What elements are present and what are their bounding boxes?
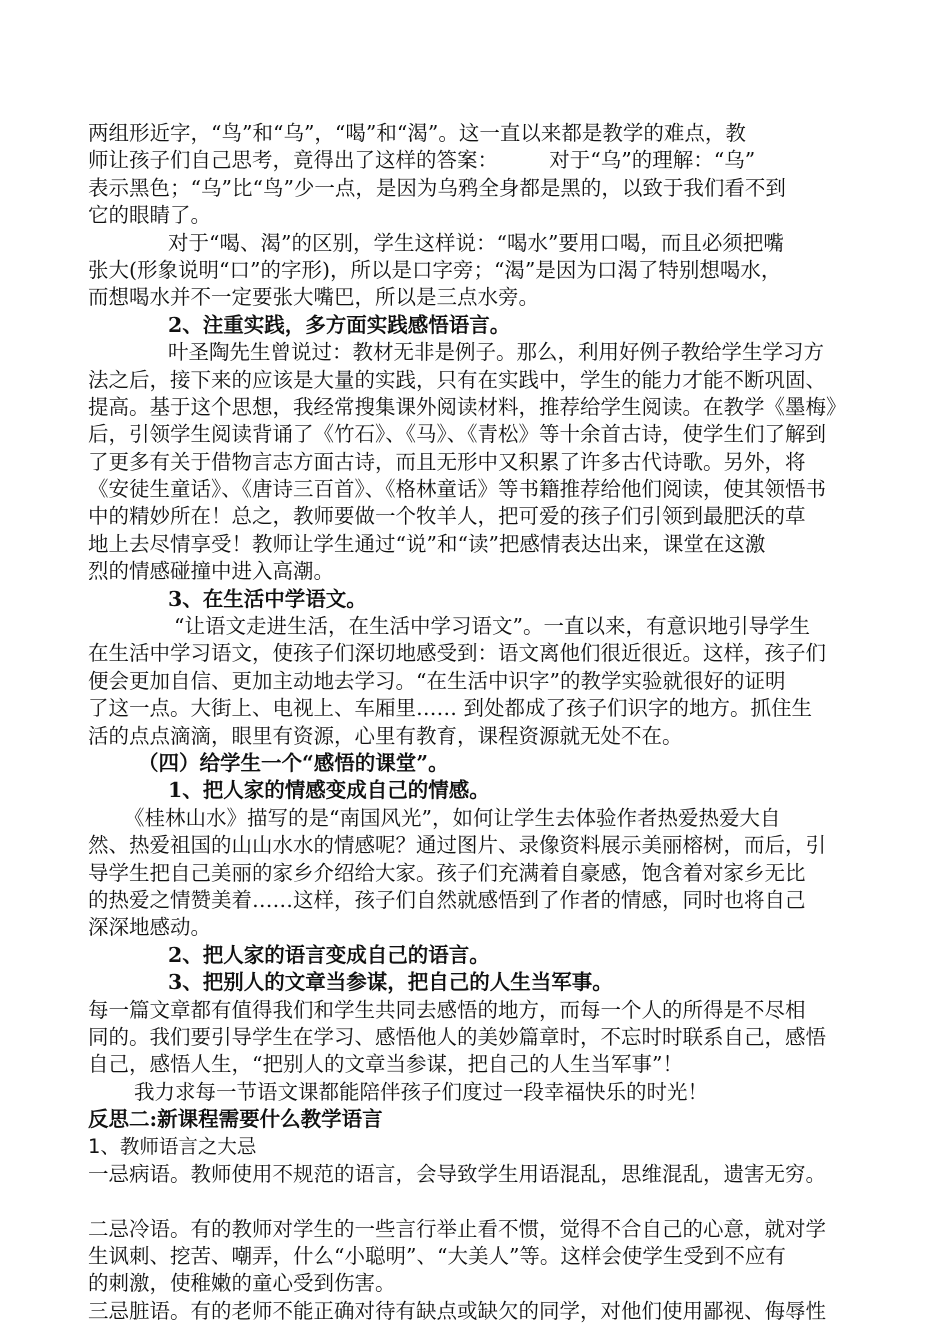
section-heading: 2、注重实践，多方面实践感悟语言。: [168, 312, 511, 337]
paragraph-line: 它的眼睛了。: [88, 203, 211, 228]
paragraph-line: 活的点点滴滴，眼里有资源，心里有教育，课程资源就无处不在。: [88, 723, 683, 748]
section-heading: 3、把别人的文章当参谋，把自己的人生当军事。: [168, 970, 613, 995]
paragraph-line: 一忌病语。教师使用不规范的语言，会导致学生用语混乱，思维混乱，遗害无穷。: [88, 1161, 826, 1186]
paragraph-line: 中的精妙所在！总之，教师要做一个牧羊人，把可爱的孩子们引领到最肥沃的草: [88, 504, 806, 529]
paragraph-line: 在生活中学习语文，使孩子们深切地感受到：语文离他们很近很近。这样，孩子们: [88, 641, 826, 666]
paragraph-line: 而想喝水并不一定要张大嘴巴，所以是三点水旁。: [88, 285, 539, 310]
document-page: [88, 120, 850, 1325]
paragraph-line: 对于“喝、渴”的区别，学生这样说：“喝水”要用口喝，而且必须把嘴: [168, 230, 784, 255]
paragraph-line: 地上去尽情享受！教师让学生通过“说”和“读”把感情表达出来，课堂在这激: [88, 531, 766, 556]
paragraph-line: “让语文走进生活，在生活中学习语文”。一直以来，有意识地引导学生: [174, 614, 810, 639]
paragraph-line: 《桂林山水》描写的是“南国风光”，如何让学生去体验作者热爱热爱大自: [124, 805, 781, 830]
paragraph-line: 提高。基于这个思想，我经常搜集课外阅读材料，推荐给学生阅读。在教学《墨梅》: [88, 394, 847, 419]
section-heading: 3、在生活中学语文。: [168, 586, 367, 611]
paragraph-line: 师让孩子们自己思考，竟得出了这样的答案： 对于“乌”的理解：“乌”: [88, 148, 756, 173]
paragraph-line: 表示黑色；“乌”比“鸟”少一点，是因为乌鸦全身都是黑的，以致于我们看不到: [88, 175, 786, 200]
paragraph-line: 烈的情感碰撞中进入高潮。: [88, 559, 334, 584]
paragraph-line: 张大(形象说明“口”的字形)，所以是口字旁；“渴”是因为口渴了特别想喝水，: [88, 257, 782, 282]
section-heading: 1、把人家的情感变成自己的情感。: [168, 778, 490, 803]
paragraph-line: 两组形近字，“鸟”和“乌”，“喝”和“渴”。这一直以来都是教学的难点，教: [88, 121, 746, 145]
paragraph-line: 便会更加自信、更加主动地去学习。“在生活中识字”的教学实验就很好的证明: [88, 668, 786, 693]
paragraph-line: 然、热爱祖国的山山水水的情感呢？通过图片、录像资料展示美丽榕树，而后，引: [88, 833, 826, 858]
paragraph-line: 了更多有关于借物言志方面古诗，而且无形中又积累了许多古代诗歌。另外，将: [88, 449, 806, 474]
paragraph-line: 自己，感悟人生，“把别人的文章当参谋，把自己的人生当军事”！: [88, 1052, 683, 1077]
section-heading: （四）给学生一个“感悟的课堂”。: [138, 750, 449, 775]
paragraph-line: 后，引领学生阅读背诵了《竹石》、《马》、《青松》等十余首古诗，使学生们了解到: [88, 422, 826, 447]
section-heading: 2、把人家的语言变成自己的语言。: [168, 942, 490, 967]
paragraph-line: 每一篇文章都有值得我们和学生共同去感悟的地方，而每一个人的所得是不尽相: [88, 997, 806, 1022]
paragraph-line: 二忌冷语。有的教师对学生的一些言行举止看不惯，觉得不合自己的心意，就对学: [88, 1216, 826, 1241]
subsection-heading: 1、教师语言之大忌: [88, 1135, 257, 1159]
section-heading: 反思二:新课程需要什么教学语言: [88, 1107, 383, 1132]
blank-line: [88, 1188, 850, 1215]
paragraph-line: 三忌脏语。有的老师不能正确对待有缺点或缺欠的同学，对他们使用鄙视、侮辱性: [88, 1298, 826, 1323]
paragraph-line: 了这一点。大街上、电视上、车厢里…… 到处都成了孩子们识字的地方。抓住生: [88, 696, 813, 721]
paragraph-line: 叶圣陶先生曾说过：教材无非是例子。那么，利用好例子教给学生学习方: [168, 340, 824, 365]
paragraph-line: 《安徒生童话》、《唐诗三百首》、《格林童话》等书籍推荐给他们阅读，使其领悟书: [88, 477, 826, 502]
paragraph-line: 深深地感动。: [88, 915, 211, 940]
paragraph-line: 的刺激，使稚嫩的童心受到伤害。: [88, 1271, 396, 1296]
paragraph-line: 我力求每一节语文课都能陪伴孩子们度过一段幸福快乐的时光！: [134, 1079, 708, 1104]
paragraph-line: 生讽刺、挖苦、嘲弄，什么“小聪明”、“大美人”等。这样会使学生受到不应有: [88, 1244, 786, 1269]
paragraph-line: 同的。我们要引导学生在学习、感悟他人的美妙篇章时，不忘时时联系自己，感悟: [88, 1024, 826, 1049]
paragraph-line: 的热爱之情赞美着……这样，孩子们自然就感悟到了作者的情感，同时也将自己: [88, 887, 806, 912]
paragraph-line: 法之后，接下来的应该是大量的实践，只有在实践中，学生的能力才能不断巩固、: [88, 367, 826, 392]
paragraph-line: 导学生把自己美丽的家乡介绍给大家。孩子们充满着自豪感，饱含着对家乡无比: [88, 860, 806, 885]
